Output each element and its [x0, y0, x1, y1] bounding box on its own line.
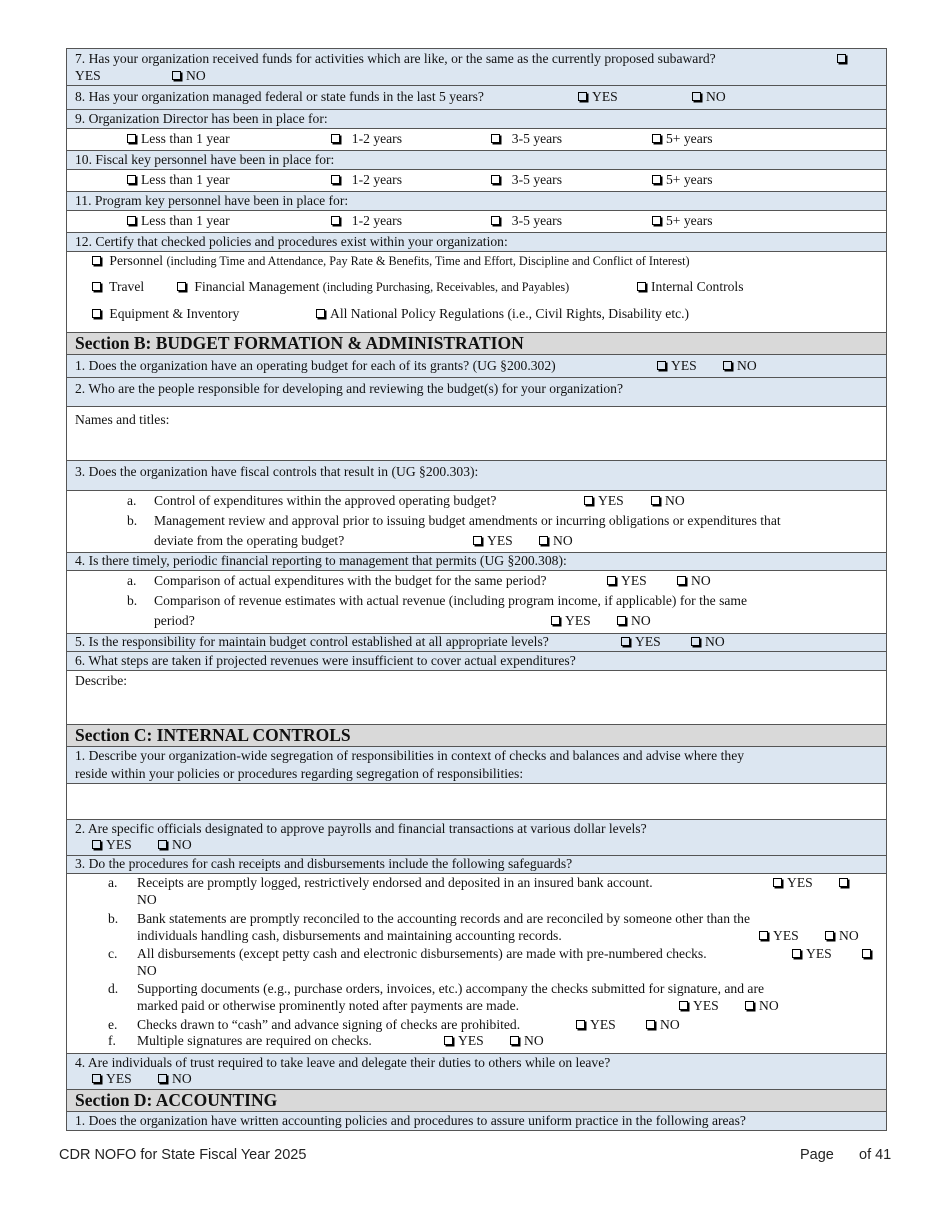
label-national-policy: All National Policy Regulations (i.e., Civil Rights, Disability etc.) [330, 306, 690, 321]
item-letter: e. [108, 1017, 118, 1032]
section-c-title: Section C: INTERNAL CONTROLS [75, 725, 351, 745]
label-no: NO [759, 998, 779, 1013]
section-d-header [67, 1090, 886, 1112]
option-label: 3-5 years [511, 172, 562, 187]
checkbox-personnel[interactable] [92, 253, 690, 270]
question-b6-text: 6. What steps are taken if projected revenues were insufficient to cover actual expenditures? [75, 653, 576, 668]
label-financial: Financial Management [194, 279, 320, 294]
label-yes: YES [598, 493, 624, 508]
question-c4 [67, 1054, 886, 1090]
checkbox-c3f-yes[interactable] [444, 1033, 484, 1050]
item-b4b-text: Comparison of revenue estimates with actual revenue (including program income, if applicable) for the same [154, 593, 748, 608]
item-c3a-text: Receipts are promptly logged, restrictively endorsed and deposited in an insured bank account. [137, 875, 653, 890]
question-c4-text: 4. Are individuals of trust required to take leave and delegate their duties to others while on leave? [75, 1055, 611, 1070]
checkbox-c3a-yes[interactable] [773, 875, 813, 892]
options-a9 [67, 129, 886, 151]
label-no: NO [660, 1017, 680, 1032]
checkbox-a10-5plus[interactable] [652, 172, 713, 189]
checkbox-b3a-no[interactable] [651, 493, 685, 510]
checkbox-b4a-no[interactable] [677, 573, 711, 590]
item-letter: c. [108, 946, 118, 961]
section-b-header [67, 333, 886, 355]
question-a9-text: 9. Organization Director has been in place for: [75, 111, 328, 126]
item-b4b-text-cont: period? [154, 613, 195, 628]
label-travel: Travel [109, 279, 145, 294]
item-c3d-text-cont: marked paid or otherwise prominently noted after payments are made. [137, 998, 519, 1013]
checkbox-financial[interactable] [177, 279, 569, 296]
item-c3a-no-label: NO [137, 892, 157, 907]
checkbox-a7-yes[interactable] [837, 51, 851, 68]
question-d1-text: 1. Does the organization have written accounting policies and procedures to assure uniform practice in the following areas? [75, 1113, 746, 1128]
checkbox-b5-no[interactable] [691, 634, 725, 651]
checkbox-b4b-no[interactable] [617, 613, 651, 630]
question-a10 [67, 151, 886, 170]
label-yes: YES [787, 875, 813, 890]
question-b3 [67, 461, 886, 491]
option-label: 5+ years [666, 172, 713, 187]
checkbox-c3b-no[interactable] [825, 928, 859, 945]
label-yes: YES [773, 928, 799, 943]
section-d-title: Section D: ACCOUNTING [75, 1090, 278, 1110]
checkbox-b1-no[interactable] [723, 358, 757, 375]
item-c3c-no-label: NO [137, 963, 157, 978]
question-c1 [67, 747, 886, 784]
checkbox-c3d-no[interactable] [745, 998, 779, 1015]
label-yes: YES [671, 358, 697, 373]
label-equipment: Equipment & Inventory [109, 306, 240, 321]
footer-title: CDR NOFO for State Fiscal Year 2025 [59, 1147, 307, 1163]
checkbox-b5-yes[interactable] [621, 634, 661, 651]
label-yes: YES [565, 613, 591, 628]
item-b3b-text: Management review and approval prior to issuing budget amendments or incurring obligations or expenditures that [154, 513, 781, 528]
question-c1-text-cont: reside within your policies or procedures regarding segregation of responsibilities: [75, 766, 524, 781]
checkbox-a11-5plus[interactable] [652, 213, 713, 230]
item-c3c-text: All disbursements (except petty cash and electronic disbursements) are made with pre-numbered checks. [137, 946, 707, 961]
question-a9 [67, 110, 886, 129]
checkbox-a10-3-5[interactable] [491, 172, 562, 189]
item-letter: f. [108, 1033, 116, 1048]
item-c3e-text: Checks drawn to “cash” and advance signing of checks are prohibited. [137, 1017, 521, 1032]
item-c3f-text: Multiple signatures are required on checks. [137, 1033, 372, 1048]
options-a10 [67, 170, 886, 192]
checkbox-c3d-yes[interactable] [679, 998, 719, 1015]
option-label: 5+ years [666, 131, 713, 146]
question-a10-text: 10. Fiscal key personnel have been in place for: [75, 152, 335, 167]
label-a7-no: NO [186, 68, 206, 83]
item-c3b-text-cont: individuals handling cash, disbursements and maintaining accounting records. [137, 928, 562, 943]
checkbox-b3b-yes[interactable] [473, 533, 513, 550]
option-label: 3-5 years [511, 213, 562, 228]
item-letter: b. [108, 911, 119, 926]
checkbox-a9-5plus[interactable] [652, 131, 713, 148]
question-a12-text: 12. Certify that checked policies and procedures exist within your organization: [75, 234, 508, 249]
checkbox-a10-lt1[interactable] [127, 172, 230, 189]
option-label: 5+ years [666, 213, 713, 228]
label-internal-controls: Internal Controls [651, 279, 744, 294]
option-label: 1-2 years [351, 213, 402, 228]
checkbox-national-policy[interactable] [316, 306, 689, 323]
checkbox-c4-no[interactable] [158, 1071, 192, 1088]
checkbox-b4b-yes[interactable] [551, 613, 591, 630]
label-no: NO [172, 837, 192, 852]
question-b4-text: 4. Is there timely, periodic financial reporting to management that permits (UG §200.308): [75, 553, 567, 568]
monitoring-form [66, 48, 887, 1131]
checkbox-b3a-yes[interactable] [584, 493, 624, 510]
item-c3d-text: Supporting documents (e.g., purchase orders, invoices, etc.) accompany the checks submitted for signature, and are [137, 981, 764, 996]
option-label: 1-2 years [351, 172, 402, 187]
question-b5-text: 5. Is the responsibility for maintain budget control established at all appropriate levels? [75, 634, 549, 649]
checkbox-internal-controls[interactable] [637, 279, 744, 296]
footer-page-label: Page [800, 1147, 834, 1163]
question-b2 [67, 378, 886, 407]
checkbox-c3b-yes[interactable] [759, 928, 799, 945]
checkbox-b1-yes[interactable] [657, 358, 697, 375]
item-letter: a. [127, 573, 137, 588]
checkbox-a7-no[interactable] [172, 68, 206, 85]
answer-b2-names[interactable] [67, 407, 886, 461]
question-c1-text: 1. Describe your organization-wide segregation of responsibilities in context of checks and balances and advise where they [75, 748, 745, 763]
options-a12 [67, 252, 886, 333]
checkbox-c3e-no[interactable] [646, 1017, 680, 1034]
checkbox-a8-no[interactable] [692, 89, 726, 106]
checkbox-c2-yes[interactable] [92, 837, 132, 854]
label-yes: YES [487, 533, 513, 548]
question-a11-text: 11. Program key personnel have been in place for: [75, 193, 349, 208]
item-b3b-text-cont: deviate from the operating budget? [154, 533, 345, 548]
label-yes: YES [106, 837, 132, 852]
section-c-header [67, 725, 886, 747]
checkbox-c4-yes[interactable] [92, 1071, 132, 1088]
option-label: 3-5 years [511, 131, 562, 146]
checkbox-a11-3-5[interactable] [491, 213, 562, 230]
question-b3-text: 3. Does the organization have fiscal controls that result in (UG §200.303): [75, 464, 479, 479]
checkbox-a9-lt1[interactable] [127, 131, 230, 148]
question-a7 [67, 49, 886, 86]
label-no: NO [691, 573, 711, 588]
question-d1 [67, 1112, 886, 1131]
label-financial-note: (including Purchasing, Receivables, and Payables) [322, 280, 570, 294]
checkbox-travel[interactable] [92, 279, 144, 296]
checkbox-c3c-no[interactable] [862, 946, 876, 963]
items-b3 [67, 491, 886, 553]
label-personnel: Personnel [109, 253, 164, 268]
label-a8-no: NO [706, 89, 726, 104]
label-no: NO [665, 493, 685, 508]
question-b6 [67, 652, 886, 671]
question-c2 [67, 820, 886, 856]
checkbox-equipment[interactable] [92, 306, 239, 323]
label-yes: YES [806, 946, 832, 961]
checkbox-a9-3-5[interactable] [491, 131, 562, 148]
item-letter: a. [127, 493, 137, 508]
question-b5 [67, 634, 886, 652]
answer-b6-describe[interactable] [67, 671, 886, 725]
label-no: NO [737, 358, 757, 373]
checkbox-c3c-yes[interactable] [792, 946, 832, 963]
label-a7-yes: YES [75, 68, 101, 83]
item-letter: b. [127, 513, 138, 528]
names-label: Names and titles: [75, 412, 170, 427]
checkbox-a8-yes[interactable] [578, 89, 618, 106]
describe-label: Describe: [75, 673, 128, 688]
item-c3b-text: Bank statements are promptly reconciled to the accounting records and are reconciled by someone other than the [137, 911, 750, 926]
option-label: Less than 1 year [141, 131, 230, 146]
checkbox-a9-1-2[interactable] [331, 131, 402, 148]
label-a8-yes: YES [592, 89, 618, 104]
label-no: NO [553, 533, 573, 548]
question-a11 [67, 192, 886, 211]
label-no: NO [839, 928, 859, 943]
checkbox-c3a-no[interactable] [839, 875, 853, 892]
item-letter: a. [108, 875, 118, 890]
question-a12 [67, 233, 886, 252]
items-c3 [67, 874, 886, 1054]
label-no: NO [631, 613, 651, 628]
checkbox-a11-1-2[interactable] [331, 213, 402, 230]
question-c3-text: 3. Do the procedures for cash receipts and disbursements include the following safeguards? [75, 856, 573, 871]
checkbox-c3e-yes[interactable] [576, 1017, 616, 1034]
options-a11 [67, 211, 886, 233]
question-a7-text: 7. Has your organization received funds for activities which are like, or the same as the currently proposed subaward? [75, 51, 716, 66]
question-b1-text: 1. Does the organization have an operating budget for each of its grants? (UG §200.302) [75, 358, 556, 373]
footer-page-total: of 41 [859, 1147, 892, 1163]
checkbox-b4a-yes[interactable] [607, 573, 647, 590]
question-b4 [67, 553, 886, 571]
label-no: NO [705, 634, 725, 649]
label-yes: YES [635, 634, 661, 649]
checkbox-c3f-no[interactable] [510, 1033, 544, 1050]
checkbox-a11-lt1[interactable] [127, 213, 230, 230]
label-yes: YES [590, 1017, 616, 1032]
question-b1 [67, 355, 886, 378]
item-b4a-text: Comparison of actual expenditures with the budget for the same period? [154, 573, 547, 588]
answer-c1[interactable] [67, 784, 886, 820]
question-a8-text: 8. Has your organization managed federal or state funds in the last 5 years? [75, 89, 484, 104]
item-b3a-text: Control of expenditures within the approved operating budget? [154, 493, 497, 508]
checkbox-b3b-no[interactable] [539, 533, 573, 550]
label-yes: YES [693, 998, 719, 1013]
question-a8 [67, 86, 886, 110]
checkbox-a10-1-2[interactable] [331, 172, 402, 189]
item-letter: b. [127, 593, 138, 608]
option-label: 1-2 years [351, 131, 402, 146]
option-label: Less than 1 year [141, 213, 230, 228]
label-yes: YES [621, 573, 647, 588]
item-letter: d. [108, 981, 119, 996]
items-b4 [67, 571, 886, 634]
label-no: NO [524, 1033, 544, 1048]
question-c2-text: 2. Are specific officials designated to approve payrolls and financial transactions at various dollar levels? [75, 821, 647, 836]
checkbox-c2-no[interactable] [158, 837, 192, 854]
label-no: NO [172, 1071, 192, 1086]
section-b-title: Section B: BUDGET FORMATION & ADMINISTRATION [75, 333, 524, 353]
label-yes: YES [458, 1033, 484, 1048]
label-personnel-note: (including Time and Attendance, Pay Rate & Benefits, Time and Effort, Discipline and Conflict of Interest) [166, 254, 690, 268]
question-b2-text: 2. Who are the people responsible for developing and reviewing the budget(s) for your organization? [75, 381, 623, 396]
option-label: Less than 1 year [141, 172, 230, 187]
label-yes: YES [106, 1071, 132, 1086]
question-c3 [67, 856, 886, 874]
